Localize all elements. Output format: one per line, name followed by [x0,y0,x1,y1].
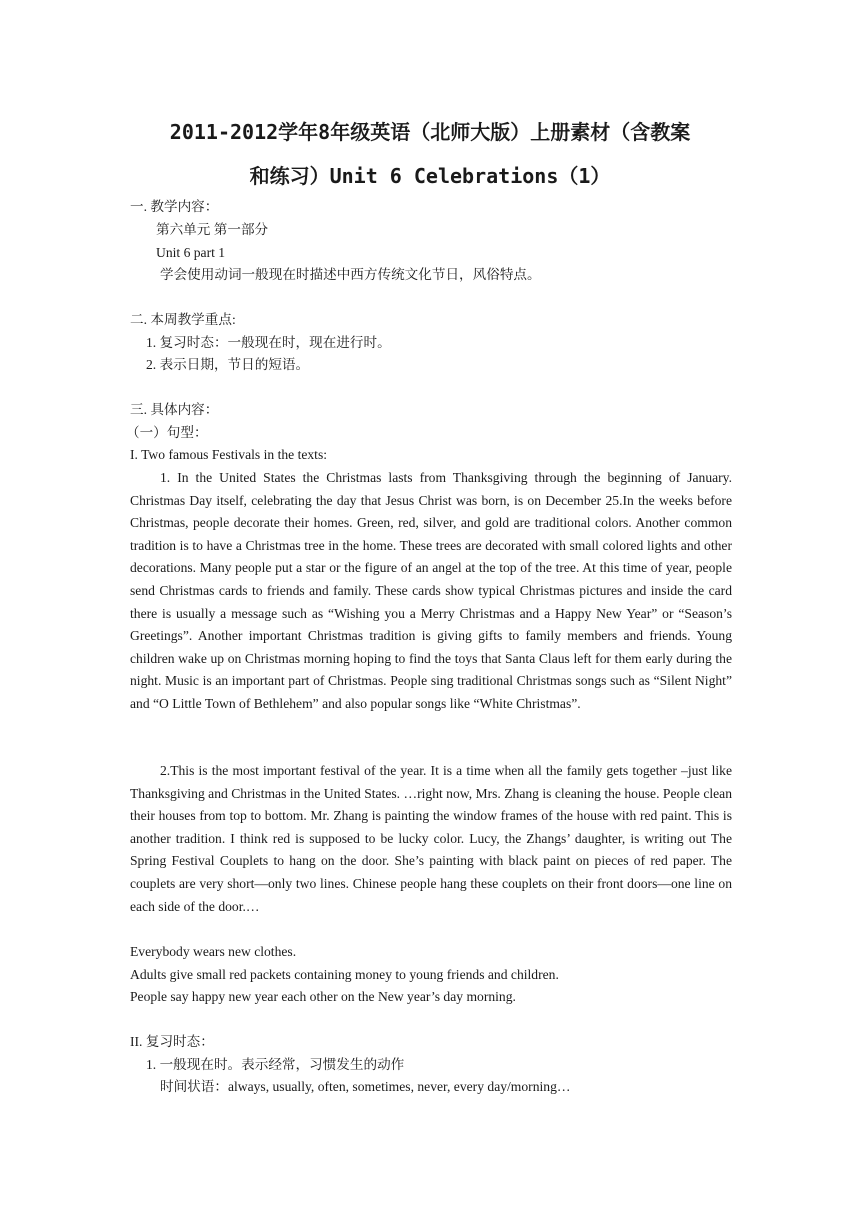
part-2-adverbs: 时间状语：always, usually, often, sometimes, never, every day/morning… [160,1079,571,1094]
section-1-line: Unit 6 part 1 [156,245,226,260]
section-1-heading: 一. 教学内容： [130,199,219,214]
section-2-heading: 二. 本周教学重点: [130,312,236,327]
section-2-item: 2. 表示日期，节日的短语。 [146,357,310,372]
paragraph-christmas: 1. In the United States the Christmas lasts from Thanksgiving through the beginning of January. Christmas Day itself, celebrating the day that Jesus Christ was born, is on December 25.In the weeks before Christmas, people decorate their homes. Green, red, silver, and gold are traditional colors. Another common tradition is to have a Christmas tree in the home. These trees are decorated with small colored lights and other decorations. Many people put a star or the figure of an angel at the top of the tree. At this time of year, people send Christmas cards to friends and family. These cards show typical Christmas pictures and inside the card there is usually a message such as “Wishing you a Merry Christmas and a Happy New Year” or “Season’s Greetings”. Another important Christmas tradition is giving gifts to family members and friends. Young children wake up on Christmas morning hoping to find the toys that Santa Claus left for them early during the night. Music is an important part of Christmas. People sing traditional Christmas songs such as “Silent Night” and “O Little Town of Bethlehem” and also popular songs like “White Christmas”. [130,470,732,711]
document-title-line-2: 和练习）Unit 6 Celebrations（1） [249,164,611,188]
part-2-heading: II. 复习时态： [130,1034,214,1049]
extra-line: Everybody wears new clothes. [130,944,297,959]
part-2-item: 1. 一般现在时。表示经常，习惯发生的动作 [146,1057,405,1072]
section-3-heading: 三. 具体内容： [130,402,219,417]
section-3-subheading: （一）句型： [126,425,208,440]
document-title-line-1: 2011-2012学年8年级英语（北师大版）上册素材（含教案 [169,120,691,144]
part-1-heading: I. Two famous Festivals in the texts: [130,447,328,462]
section-2-item: 1. 复习时态：一般现在时，现在进行时。 [146,335,391,350]
section-1-line: 学会使用动词一般现在时描述中西方传统文化节日，风俗特点。 [160,267,541,282]
extra-line: Adults give small red packets containing money to young friends and children. [130,967,559,982]
extra-line: People say happy new year each other on the New year’s day morning. [130,989,516,1004]
paragraph-spring-festival: 2.This is the most important festival of the year. It is a time when all the family gets together –just like Thanksgiving and Christmas in the United States. …right now, Mrs. Zhang is cleaning the house. People clean their houses from top to bottom. Mr. Zhang is painting the window frames of the house with red paint. This is another tradition. I think red is supposed to be lucky color. Lucy, the Zhangs’ daughter, is writing out The Spring Festival Couplets to hang on the door. She’s painting with black paint on pieces of red paper. The couplets are very short—only two lines. Chinese people hang these couplets on their front doors—one line on each side of the door.… [130,763,732,914]
section-1-line: 第六单元 第一部分 [156,222,269,237]
